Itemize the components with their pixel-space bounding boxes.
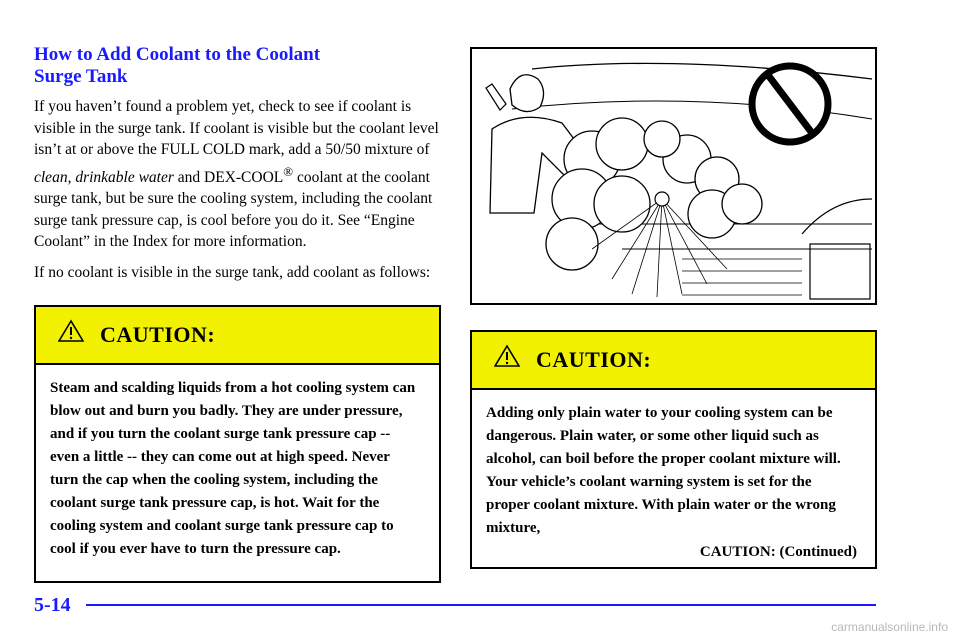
warning-triangle-icon: [494, 344, 520, 373]
no-coolant-paragraph: If no coolant is visible in the surge tank, add coolant as follows:: [34, 264, 431, 281]
watermark: carmanualsonline.info: [831, 620, 948, 634]
caution-title: CAUTION:: [100, 322, 216, 347]
page-number: 5-14: [34, 594, 71, 616]
prohibited-sign-icon: [752, 66, 828, 142]
caution-box-steam: [34, 305, 441, 583]
para1-italic: clean, drinkable water: [34, 168, 174, 186]
registered-mark: ®: [283, 163, 294, 179]
caution-body: Steam and scalding liquids from a hot cooling system can blow out and burn you badly. They are under pressure, and if you turn the coolant surge tank pressure cap -- even a little -- they can come out at high speed. Never turn the cap when the cooling system, including the coolant surge tank pressure cap, is hot. Wait for the cooling system and coolant surge tank pressure cap to cool if you ever have to turn the pressure cap.: [50, 380, 416, 557]
caution-header: [36, 307, 439, 365]
para1-text-c: coolant at the coolant surge tank, but be sure the cooling system, including the coolant surge tank pressure cap, is cool before you do it. See “Engine Coolant” in the Index for more information.: [34, 168, 433, 251]
caution-header: [472, 332, 875, 390]
caution-body: Adding only plain water to your cooling system can be dangerous. Plain water, or some other liquid such as alcohol, can boil before the proper coolant mixture will. Your vehicle’s coolant warning system is set for the proper coolant mixture. With plain water or the wrong mixture,: [486, 405, 841, 536]
heading-line-1: How to Add Coolant to the Coolant: [34, 44, 321, 65]
caution-title: CAUTION:: [536, 347, 652, 372]
footer-rule: [86, 604, 876, 606]
para1-text-a: If you haven’t found a problem yet, check to see if coolant is visible in the surge tank. If coolant is visible but the coolant level isn’t at or above the FULL COLD mark, add a 50/50 mixture of: [34, 98, 439, 158]
caution-continued: CAUTION: (Continued): [699, 544, 857, 560]
steam-hazard-illustration: [470, 47, 877, 305]
heading-line-2: Surge Tank: [34, 66, 128, 87]
section-heading: [34, 44, 434, 88]
instruction-paragraph: [34, 96, 444, 253]
caution-box-plain-water: [470, 330, 877, 569]
para1-text-b: and DEX-COOL: [173, 168, 284, 186]
warning-triangle-icon: [58, 319, 84, 348]
